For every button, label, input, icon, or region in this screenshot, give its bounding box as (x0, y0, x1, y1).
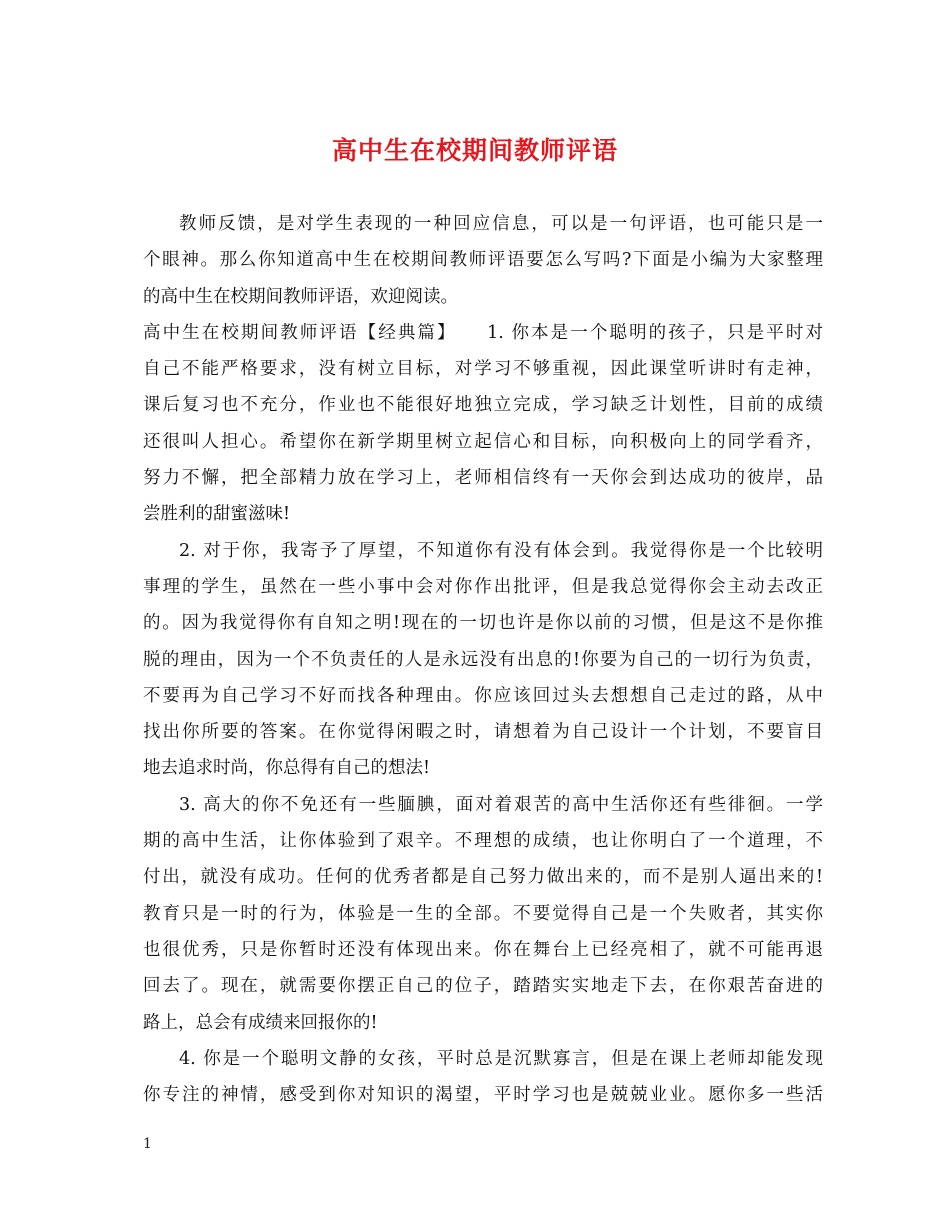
body-line: 不要再为自己学习不好而找各种理由。你应该回过头去想想自己走过的路，从中 (143, 685, 823, 706)
document-body (143, 206, 823, 1113)
body-line: 也很优秀，只是你暂时还没有体现出来。你在舞台上已经亮相了，就不可能再退 (143, 939, 823, 960)
body-line: 4. 你是一个聪明文静的女孩，平时总是沉默寡言，但是在课上老师却能发现 (179, 1048, 823, 1069)
body-line: 路上，总会有成绩来回报你的! (143, 1012, 378, 1033)
body-line: 自己不能严格要求，没有树立目标，对学习不够重视，因此课堂听讲时有走神， (143, 359, 823, 380)
body-line: 回去了。现在，就需要你摆正自己的位子，踏踏实实地走下去，在你艰苦奋进的 (143, 976, 823, 997)
body-line: 努力不懈，把全部精力放在学习上，老师相信终有一天你会到达成功的彼岸，品 (143, 468, 823, 489)
body-line: 找出你所要的答案。在你觉得闲暇之时，请想着为自己设计一个计划，不要盲目 (143, 722, 823, 743)
document-title: 高中生在校期间教师评语 (331, 136, 618, 165)
body-line: 教育只是一时的行为，体验是一生的全部。不要觉得自己是一个失败者，其实你 (143, 903, 823, 924)
page-number: 1 (143, 1136, 152, 1152)
body-line: 高中生在校期间教师评语【经典篇】 1. 你本是一个聪明的孩子，只是平时对 (143, 322, 823, 343)
body-line: 教师反馈，是对学生表现的一种回应信息，可以是一句评语，也可能只是一 (179, 214, 823, 234)
body-line: 你专注的神情，感受到你对知识的渴望，平时学习也是兢兢业业。愿你多一些活 (143, 1085, 823, 1106)
body-line: 个眼神。那么你知道高中生在校期间教师评语要怎么写吗?下面是小编为大家整理 (143, 250, 823, 271)
body-line: 期的高中生活，让你体验到了艰辛。不理想的成绩，也让你明白了一个道理，不 (143, 831, 823, 852)
body-line: 的。因为我觉得你有自知之明!现在的一切也许是你以前的习惯，但是这不是你推 (143, 613, 823, 634)
body-line: 2. 对于你，我寄予了厚望，不知道你有没有体会到。我觉得你是一个比较明 (179, 540, 823, 561)
body-line: 事理的学生，虽然在一些小事中会对你作出批评，但是我总觉得你会主动去改正 (143, 576, 823, 597)
body-line: 课后复习也不充分，作业也不能很好地独立完成，学习缺乏计划性，目前的成绩 (143, 395, 823, 416)
body-line: 3. 高大的你不免还有一些腼腆，面对着艰苦的高中生活你还有些徘徊。一学 (179, 794, 823, 815)
body-line: 地去追求时尚，你总得有自己的想法! (143, 758, 431, 779)
body-line: 尝胜利的甜蜜滋味! (143, 504, 291, 525)
body-line: 脱的理由，因为一个不负责任的人是永远没有出息的!你要为自己的一切行为负责， (143, 649, 823, 670)
body-line: 付出，就没有成功。任何的优秀者都是自己努力做出来的，而不是别人逼出来的! (143, 867, 823, 888)
body-line: 还很叫人担心。希望你在新学期里树立起信心和目标，向积极向上的同学看齐， (143, 431, 823, 452)
body-line: 的高中生在校期间教师评语，欢迎阅读。 (143, 286, 458, 307)
